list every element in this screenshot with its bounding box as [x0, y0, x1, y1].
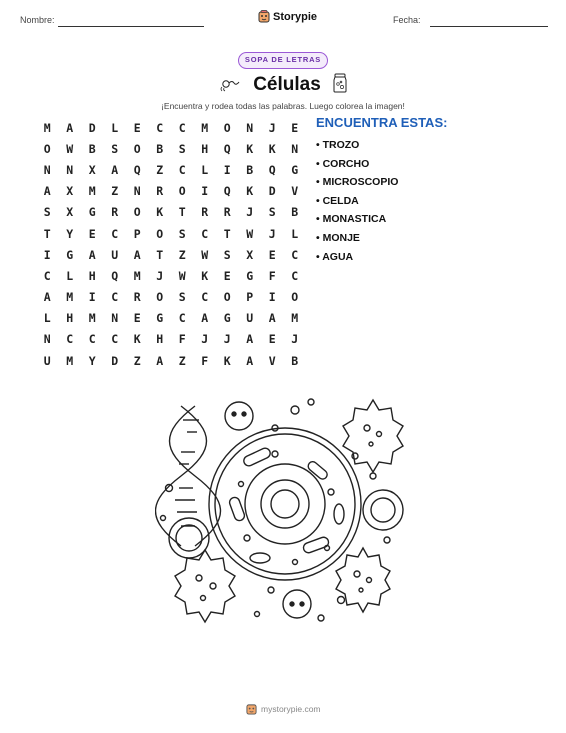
grid-letter[interactable]: T [156, 247, 164, 262]
worksheet-type-badge: SOPA DE LETRAS [238, 52, 328, 69]
grid-letter[interactable]: Q [111, 268, 119, 283]
grid-letter[interactable]: S [178, 226, 186, 241]
grid-letter[interactable]: G [66, 247, 74, 262]
grid-letter[interactable]: Z [178, 247, 186, 262]
grid-letter[interactable]: P [246, 290, 254, 305]
grid-letter[interactable]: R [133, 290, 141, 305]
grid-letter[interactable]: A [246, 353, 254, 368]
name-line [58, 26, 204, 27]
grid-letter[interactable]: S [268, 205, 276, 220]
word-list-item: • MICROSCOPIO [316, 176, 399, 189]
grid-row [36, 244, 306, 265]
sperm-cell-icon [219, 76, 241, 92]
grid-letter[interactable]: C [201, 226, 209, 241]
grid-letter[interactable]: K [246, 141, 254, 156]
grid-letter[interactable]: U [246, 311, 254, 326]
grid-letter[interactable]: E [133, 311, 141, 326]
word-list-item: • CELDA [316, 194, 359, 207]
grid-letter[interactable]: E [291, 120, 299, 135]
grid-letter[interactable]: O [43, 141, 51, 156]
grid-row [36, 117, 306, 138]
grid-letter[interactable]: G [88, 205, 96, 220]
grid-letter[interactable]: B [291, 353, 299, 368]
grid-letter[interactable]: F [178, 332, 186, 347]
grid-letter[interactable]: Z [178, 353, 186, 368]
grid-letter[interactable]: C [156, 120, 164, 135]
grid-letter[interactable]: J [291, 332, 299, 347]
grid-letter[interactable]: A [201, 311, 209, 326]
grid-letter[interactable]: U [111, 247, 119, 262]
grid-letter[interactable]: W [201, 247, 209, 262]
grid-letter[interactable]: C [178, 120, 186, 135]
main-cell-icon [209, 428, 361, 580]
grid-letter[interactable]: R [201, 205, 209, 220]
grid-letter[interactable]: X [66, 184, 74, 199]
grid-letter[interactable]: M [88, 184, 96, 199]
grid-letter[interactable]: C [178, 162, 186, 177]
grid-letter[interactable]: I [201, 184, 209, 199]
grid-letter[interactable]: H [66, 311, 74, 326]
grid-letter[interactable]: N [133, 184, 141, 199]
word-search-grid [36, 117, 306, 371]
grid-row [36, 202, 306, 223]
grid-row [36, 287, 306, 308]
grid-letter[interactable]: C [291, 268, 299, 283]
grid-letter[interactable]: G [223, 311, 231, 326]
grid-letter[interactable]: A [88, 247, 96, 262]
grid-letter[interactable]: G [156, 311, 164, 326]
word-list-item: • MONASTICA [316, 213, 387, 226]
grid-letter[interactable]: M [66, 290, 74, 305]
grid-letter[interactable]: U [43, 353, 51, 368]
grid-letter[interactable]: R [156, 184, 164, 199]
storypie-mascot-icon [246, 703, 257, 715]
gear-cell-icon [175, 550, 235, 622]
grid-letter[interactable]: F [201, 353, 209, 368]
grid-letter[interactable]: B [291, 205, 299, 220]
grid-letter[interactable]: W [246, 226, 254, 241]
grid-letter[interactable]: Z [111, 184, 119, 199]
grid-letter[interactable]: J [223, 332, 231, 347]
word-list-item: • MONJE [316, 231, 360, 244]
grid-letter[interactable]: S [178, 290, 186, 305]
grid-letter[interactable]: L [43, 311, 51, 326]
grid-letter[interactable]: H [201, 141, 209, 156]
specimen-jar-icon [333, 73, 347, 93]
grid-letter[interactable]: A [111, 162, 119, 177]
cells-coloring-illustration [155, 392, 411, 640]
word-list-item: • AGUA [316, 250, 354, 263]
grid-letter[interactable]: T [178, 205, 186, 220]
date-label: Fecha: [393, 15, 421, 25]
grid-letter[interactable]: Q [223, 184, 231, 199]
grid-letter[interactable]: O [133, 141, 141, 156]
grid-row [36, 159, 306, 180]
grid-letter[interactable]: C [201, 290, 209, 305]
grid-letter[interactable]: J [246, 205, 254, 220]
grid-letter[interactable]: D [88, 120, 96, 135]
grid-letter[interactable]: O [178, 184, 186, 199]
grid-row [36, 265, 306, 286]
grid-letter[interactable]: O [223, 290, 231, 305]
grid-letter[interactable]: O [291, 290, 299, 305]
grid-letter[interactable]: N [111, 311, 119, 326]
date-line [430, 26, 548, 27]
grid-letter[interactable]: M [201, 120, 209, 135]
word-list [316, 136, 398, 266]
grid-letter[interactable]: R [111, 205, 119, 220]
word-list-item: • CORCHO [316, 157, 370, 170]
grid-letter[interactable]: V [268, 353, 276, 368]
grid-letter[interactable]: L [111, 120, 119, 135]
grid-letter[interactable]: I [268, 290, 276, 305]
brand-logo [258, 10, 317, 23]
grid-letter[interactable]: M [291, 311, 299, 326]
grid-letter[interactable]: T [223, 226, 231, 241]
grid-letter[interactable]: N [43, 162, 51, 177]
grid-letter[interactable]: D [111, 353, 119, 368]
grid-letter[interactable]: H [156, 332, 164, 347]
grid-letter[interactable]: F [268, 268, 276, 283]
grid-letter[interactable]: E [88, 226, 96, 241]
grid-letter[interactable]: I [43, 247, 51, 262]
grid-letter[interactable]: O [156, 226, 164, 241]
grid-letter[interactable]: X [66, 205, 74, 220]
grid-letter[interactable]: N [246, 120, 254, 135]
grid-letter[interactable]: M [88, 311, 96, 326]
grid-row [36, 308, 306, 329]
grid-letter[interactable]: A [268, 311, 276, 326]
grid-letter[interactable]: O [223, 120, 231, 135]
grid-letter[interactable]: C [111, 290, 119, 305]
grid-letter[interactable]: J [201, 332, 209, 347]
grid-letter[interactable]: O [156, 290, 164, 305]
grid-letter[interactable]: W [66, 141, 74, 156]
grid-letter[interactable]: Y [66, 226, 74, 241]
grid-letter[interactable]: M [133, 268, 141, 283]
grid-letter[interactable]: J [268, 226, 276, 241]
grid-letter[interactable]: M [66, 353, 74, 368]
grid-letter[interactable]: A [246, 332, 254, 347]
grid-letter[interactable]: Z [156, 162, 164, 177]
grid-letter[interactable]: B [246, 162, 254, 177]
grid-letter[interactable]: Q [133, 162, 141, 177]
grid-letter[interactable]: A [43, 184, 51, 199]
grid-letter[interactable]: G [246, 268, 254, 283]
grid-letter[interactable]: I [88, 290, 96, 305]
grid-letter[interactable]: K [268, 141, 276, 156]
grid-letter[interactable]: C [291, 247, 299, 262]
grid-letter[interactable]: O [133, 205, 141, 220]
grid-row [36, 329, 306, 350]
grid-letter[interactable]: Z [133, 353, 141, 368]
grid-letter[interactable]: L [201, 162, 209, 177]
grid-letter[interactable]: P [133, 226, 141, 241]
grid-letter[interactable]: E [268, 247, 276, 262]
grid-letter[interactable]: K [156, 205, 164, 220]
name-label: Nombre: [20, 15, 55, 25]
grid-letter[interactable]: B [156, 141, 164, 156]
grid-letter[interactable]: I [223, 162, 231, 177]
grid-letter[interactable]: N [43, 332, 51, 347]
footer [246, 703, 321, 715]
grid-letter[interactable]: A [133, 247, 141, 262]
grid-letter[interactable]: B [88, 141, 96, 156]
grid-letter[interactable]: C [111, 332, 119, 347]
grid-letter[interactable]: K [201, 268, 209, 283]
gear-cell-icon [343, 400, 403, 472]
grid-letter[interactable]: C [66, 332, 74, 347]
grid-row [36, 223, 306, 244]
storypie-mascot-icon [258, 10, 270, 23]
grid-row [36, 138, 306, 159]
grid-letter[interactable]: N [291, 141, 299, 156]
page-title [0, 73, 566, 96]
grid-letter[interactable]: T [43, 226, 51, 241]
grid-letter[interactable]: A [156, 353, 164, 368]
grid-letter[interactable]: C [178, 311, 186, 326]
grid-letter[interactable]: N [66, 162, 74, 177]
grid-letter[interactable]: X [88, 162, 96, 177]
grid-letter[interactable]: R [223, 205, 231, 220]
grid-letter[interactable]: C [43, 268, 51, 283]
grid-letter[interactable]: J [268, 120, 276, 135]
grid-letter[interactable]: Y [88, 353, 96, 368]
grid-letter[interactable]: C [111, 226, 119, 241]
grid-letter[interactable]: C [88, 332, 96, 347]
grid-letter[interactable]: M [43, 120, 51, 135]
grid-letter[interactable]: A [66, 120, 74, 135]
grid-letter[interactable]: Q [223, 141, 231, 156]
grid-row [36, 350, 306, 371]
grid-letter[interactable]: L [66, 268, 74, 283]
grid-letter[interactable]: H [88, 268, 96, 283]
word-list-item: • TROZO [316, 139, 360, 151]
grid-letter[interactable]: E [133, 120, 141, 135]
grid-letter[interactable]: G [291, 162, 299, 177]
instructions: ¡Encuentra y rodea todas las palabras. Luego colorea la imagen! [161, 101, 405, 111]
title-text: Células [253, 74, 321, 95]
grid-letter[interactable]: K [246, 184, 254, 199]
grid-letter[interactable]: J [156, 268, 164, 283]
grid-letter[interactable]: K [223, 353, 231, 368]
grid-letter[interactable]: L [291, 226, 299, 241]
grid-letter[interactable]: W [178, 268, 186, 283]
grid-letter[interactable]: K [133, 332, 141, 347]
grid-row [36, 181, 306, 202]
grid-letter[interactable]: S [111, 141, 119, 156]
grid-letter[interactable]: V [291, 184, 299, 199]
grid-letter[interactable]: S [43, 205, 51, 220]
grid-letter[interactable]: S [223, 247, 231, 262]
grid-letter[interactable]: D [268, 184, 276, 199]
grid-letter[interactable]: E [223, 268, 231, 283]
word-list-title: ENCUENTRA ESTAS: [316, 115, 448, 130]
brand-name: Storypie [273, 10, 318, 23]
grid-letter[interactable]: S [178, 141, 186, 156]
footer-website: mystorypie.com [261, 704, 321, 714]
grid-letter[interactable]: X [246, 247, 254, 262]
grid-letter[interactable]: Q [268, 162, 276, 177]
grid-letter[interactable]: E [268, 332, 276, 347]
grid-letter[interactable]: A [43, 290, 51, 305]
